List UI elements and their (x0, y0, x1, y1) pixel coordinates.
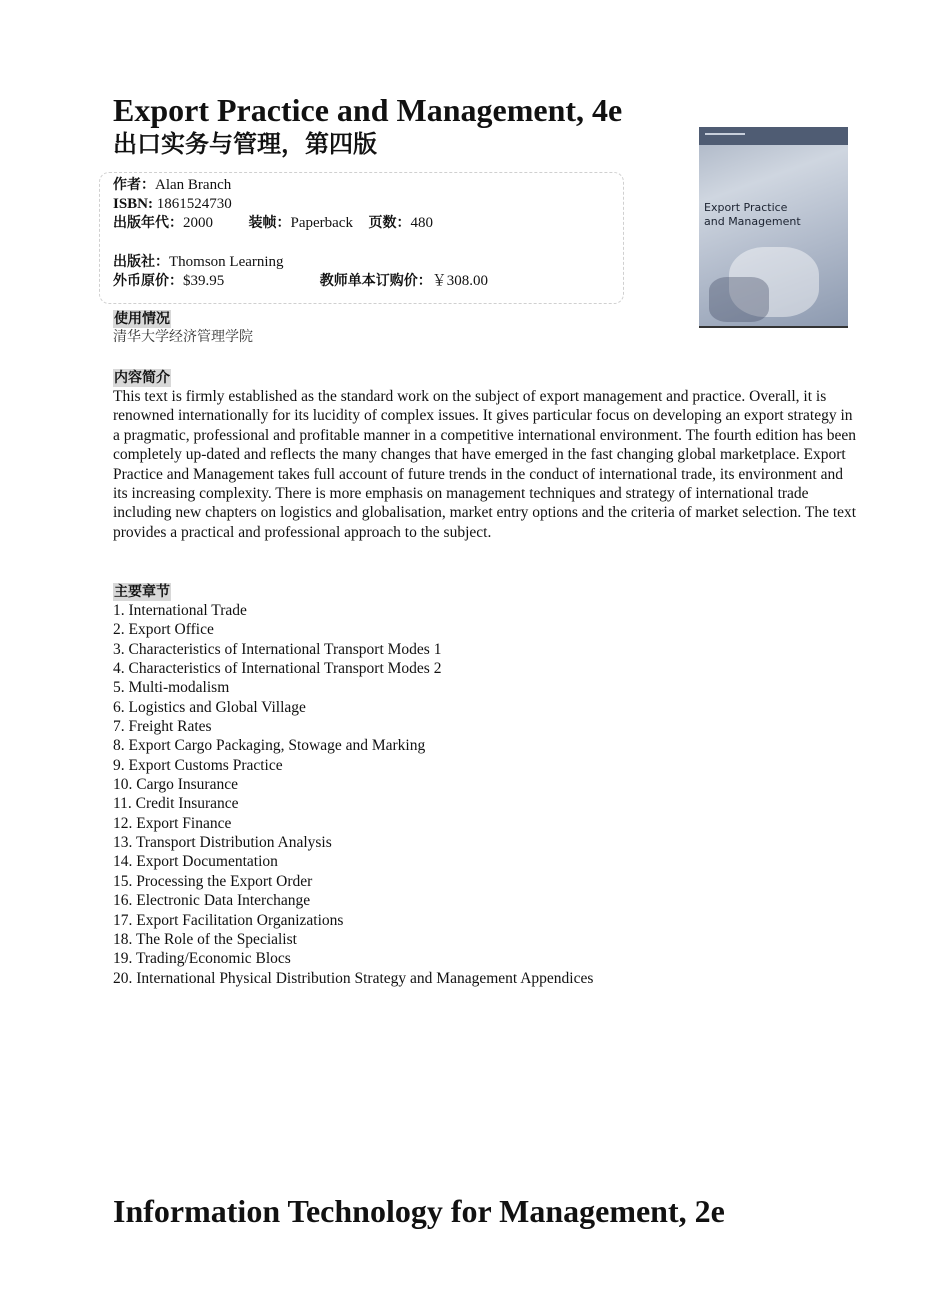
year-value: 2000 (183, 215, 213, 231)
year-label: 出版年代： (113, 215, 183, 231)
publisher-row (113, 253, 284, 272)
teacher-price-value: ￥308.00 (431, 273, 489, 289)
pages-label: 页数： (368, 215, 411, 231)
isbn-label: ISBN: (113, 196, 154, 212)
chapter-item: 18. The Role of the Specialist (113, 930, 297, 948)
chapter-item: 19. Trading/Economic Blocs (113, 950, 291, 968)
book-title-en: Export Practice and Management, 4e (113, 92, 623, 128)
chapter-item: 14. Export Documentation (113, 853, 278, 871)
chapter-item: 16. Electronic Data Interchange (113, 892, 311, 910)
chapter-item: 5. Multi-modalism (113, 679, 230, 697)
next-book-title: Information Technology for Management, 2e (113, 1193, 725, 1229)
pages-value: 480 (410, 215, 433, 231)
author-label: 作者： (113, 177, 155, 193)
chapter-item: 9. Export Customs Practice (113, 756, 283, 774)
isbn-row (113, 195, 232, 214)
chapter-list (113, 601, 593, 988)
cover-title: Export Practice and Management (704, 201, 801, 228)
chapter-item: 13. Transport Distribution Analysis (113, 834, 332, 852)
chapter-item: 17. Export Facilitation Organizations (113, 911, 344, 929)
usage-text: 清华大学经济管理学院 (113, 329, 253, 345)
chapter-item: 4. Characteristics of International Transport Modes 2 (113, 660, 442, 678)
publisher-value: Thomson Learning (169, 254, 284, 270)
chapter-item: 15. Processing the Export Order (113, 872, 313, 890)
chapter-item: 10. Cargo Insurance (113, 776, 238, 794)
teacher-price-label: 教师单本订购价： (319, 273, 432, 289)
chapter-item: 20. International Physical Distribution Strategy and Management Appendices (113, 969, 594, 987)
chapter-item: 6. Logistics and Global Village (113, 698, 306, 716)
book-cover-image (699, 127, 848, 328)
binding-label: 装帧： (248, 215, 291, 231)
summary-text: This text is firmly established as the standard work on the subject of export management and practice. Overall, it is renowned internationally for its lucidity of complex issues. It gives particular focus on developing an export strategy in a pragmatic, professional and profitable manner in a competitive international environment. The fourth edition has been completely up-dated and reflects the many changes that have emerged in the fast changing global marketplace. Export Practice and Management takes full account of future trends in the conduct of international trade, its environment and its increasing complexity. There is more emphasis on management techniques and strategy of international trade including new chapters on logistics and globalisation, market entry options and the criteria of market selection. The text provides a practical and professional approach to the subject. (113, 388, 857, 541)
chapter-item: 12. Export Finance (113, 814, 232, 832)
foreign-price-value: $39.95 (183, 273, 225, 289)
publisher-label: 出版社： (113, 254, 169, 270)
book-title-cn: 出口实务与管理，第四版 (113, 130, 377, 158)
chapter-item: 3. Characteristics of International Transport Modes 1 (113, 640, 442, 658)
price-row (113, 272, 488, 291)
chapter-item: 2. Export Office (113, 621, 214, 639)
chapter-item: 7. Freight Rates (113, 718, 212, 736)
isbn-value: 1861524730 (156, 196, 232, 212)
author-value: Alan Branch (155, 177, 232, 193)
foreign-price-label: 外币原价： (113, 273, 183, 289)
binding-value: Paperback (290, 215, 353, 231)
author-row (113, 176, 231, 195)
chapter-item: 1. International Trade (113, 602, 247, 619)
chapter-item: 8. Export Cargo Packaging, Stowage and Marking (113, 737, 426, 755)
usage-heading: 使用情况 (114, 311, 170, 327)
year-binding-pages-row (113, 214, 433, 233)
chapter-item: 11. Credit Insurance (113, 795, 239, 813)
chapters-heading: 主要章节 (114, 584, 170, 600)
summary-heading: 内容简介 (114, 370, 170, 386)
